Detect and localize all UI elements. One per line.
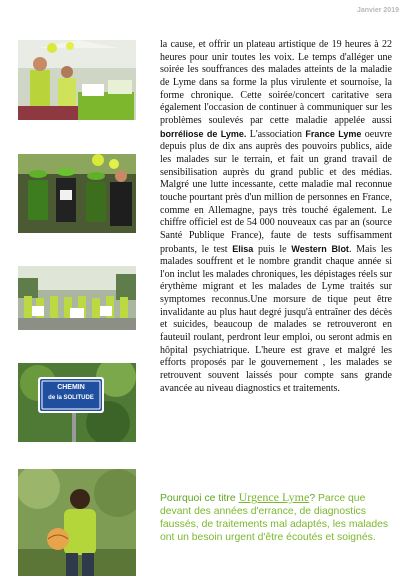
article-body xyxy=(160,39,392,395)
body-text: puis le xyxy=(253,243,292,255)
closing-text: Parce que devant des années d'errance, de diagnostics faussés, de traitements mal adaptés, les malades ont un besoin urgent d'être écoutés et soignés. xyxy=(160,493,389,543)
volunteers-at-stand-photo xyxy=(18,40,136,120)
header-date: Janvier 2019 xyxy=(356,7,399,14)
body-bold-association: France Lyme xyxy=(305,128,362,139)
musicians-in-green-hats-photo xyxy=(18,154,136,233)
demonstration-crowd-photo xyxy=(18,266,136,330)
street-sign-text xyxy=(42,383,100,403)
body-bold-borreliose: borréliose de Lyme. xyxy=(160,128,247,139)
closing-brand: Urgence Lyme xyxy=(238,490,310,504)
street-sign-line2: de la SOLITUDE xyxy=(48,395,94,401)
body-text: la cause, et offrir un plateau artistique de 19 heures à 22 heures pour unir toutes les voix. Le temps d'alléger une soirée les souffrances des malades atteints de la maladie de Lyme dans sa forme la plus virulente et sournoise, la forme chronique. Cette soirée/concert caritative sera également l'occasion de continuer à communiquer sur les problèmes soulevés par cette maladie appelée aussi xyxy=(160,39,392,126)
man-holding-ball-photo xyxy=(18,469,136,576)
street-sign-line1: CHEMIN xyxy=(57,384,85,391)
closing-lead: Pourquoi ce titre xyxy=(160,493,239,504)
body-bold-test-elisa: Elisa xyxy=(232,243,254,254)
body-bold-western-blot: Western Blot xyxy=(291,243,349,254)
body-text: . Mais les malades souffrent et le nombre grandit chaque année si l'on inclut les malades chroniques, les dépistages réels sur érythème migrant et les malades de Lyme traités sur symptomes reconnus.Une morsure de tique peut être invalidante au plus haut degré jusqu'à entraîner des décès et suicides, beaucoup de malades se retrouveront en fauteuil roulant, perdront leur emploi, ou seront admis en hôpital psychiatrique. L'heure est grave et malgré les efforts proposés par le gouvernement , les malades se retrouvent souvent laissés pour compte sans grande avancée au niveau diagnostics et traitements. xyxy=(160,243,393,394)
closing-question-mark: ? xyxy=(309,493,316,504)
closing-paragraph xyxy=(160,491,392,545)
body-text: oeuvre depuis plus de dix ans auprès des pouvoirs publics, aide les malades sur le terrain, et fait un grand travail de sensibilisation auprès du grand public et des médias. Malgré une lutte incessante, cette maladie mal reconnue touche pourtant près d'un million de personnes en France, comme en Allemagne, pays très touché également. Le chiffre officiel est de 54 000 nouveaux cas par an (source Santé Publique France), faute de tests suffisamment probants, le test xyxy=(160,128,392,255)
body-text: L'association xyxy=(246,128,306,140)
street-sign-photo xyxy=(18,363,136,442)
